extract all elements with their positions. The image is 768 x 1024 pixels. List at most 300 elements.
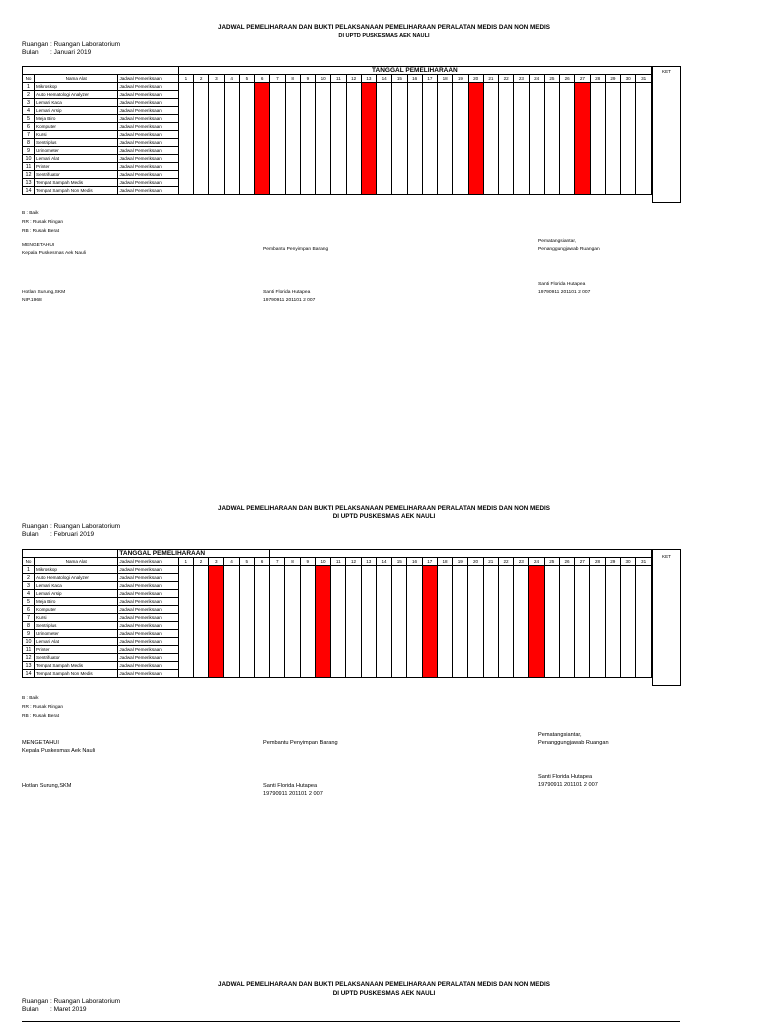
day-cell — [483, 91, 498, 99]
day-cell — [590, 99, 605, 107]
maintenance-day-cell — [209, 662, 224, 670]
day-cell — [270, 139, 285, 147]
day-cell — [392, 147, 407, 155]
day-header-29: 29 — [605, 558, 620, 566]
day-cell — [239, 83, 254, 91]
day-cell — [438, 163, 453, 171]
maintenance-day-cell — [255, 171, 270, 179]
day-cell — [194, 147, 209, 155]
day-cell — [514, 630, 529, 638]
day-cell — [529, 107, 544, 115]
document-subtitle: DI UPTD PUSKESMAS AEK NAULI — [332, 513, 436, 520]
day-cell — [438, 123, 453, 131]
day-cell — [331, 574, 346, 582]
day-cell — [605, 107, 620, 115]
day-cell — [270, 147, 285, 155]
header-row-columns — [23, 558, 652, 566]
day-cell — [239, 115, 254, 123]
day-cell — [331, 83, 346, 91]
day-cell — [544, 606, 559, 614]
day-cell — [514, 654, 529, 662]
maintenance-day-cell — [529, 646, 544, 654]
day-header-31: 31 — [636, 75, 652, 83]
day-cell — [453, 566, 468, 574]
day-cell — [285, 606, 300, 614]
day-cell — [392, 155, 407, 163]
day-cell — [346, 139, 361, 147]
day-cell — [254, 598, 269, 606]
day-cell — [392, 654, 407, 662]
day-cell — [483, 163, 498, 171]
day-cell — [498, 638, 513, 646]
day-cell — [636, 99, 652, 107]
day-cell — [560, 155, 575, 163]
day-cell — [559, 638, 574, 646]
item-jadwal: Jadwal Pemeriksaan — [118, 590, 178, 598]
day-cell — [483, 590, 498, 598]
penanggung-nip: 19790911 201101 2 007 — [538, 290, 591, 295]
day-cell — [560, 99, 575, 107]
day-cell — [529, 155, 544, 163]
day-cell — [468, 590, 483, 598]
day-cell — [498, 582, 513, 590]
day-cell — [560, 171, 575, 179]
day-cell — [453, 147, 468, 155]
day-cell — [437, 598, 452, 606]
item-no: 1 — [23, 83, 35, 91]
maintenance-day-cell — [361, 171, 376, 179]
day-cell — [377, 139, 392, 147]
day-cell — [575, 590, 590, 598]
day-cell — [559, 582, 574, 590]
day-cell — [331, 582, 346, 590]
day-cell — [529, 187, 544, 195]
day-cell — [407, 590, 422, 598]
day-header-24: 24 — [529, 75, 544, 83]
day-cell — [498, 614, 513, 622]
day-cell — [407, 155, 422, 163]
maintenance-day-cell — [575, 123, 590, 131]
legend-item-rusak-berat: RB : Rusak Berat — [22, 714, 60, 719]
penanggung-title: Penanggungjawab Ruangan — [538, 247, 600, 252]
maintenance-day-cell — [361, 155, 376, 163]
day-cell — [377, 147, 392, 155]
day-cell — [590, 574, 605, 582]
day-cell — [437, 638, 452, 646]
day-cell — [331, 598, 346, 606]
day-cell — [438, 131, 453, 139]
table-row — [23, 630, 652, 638]
day-cell — [437, 646, 452, 654]
day-cell — [483, 622, 498, 630]
place-label: Pematangsiantar, — [538, 239, 577, 244]
table-row — [23, 646, 652, 654]
maintenance-day-cell — [255, 123, 270, 131]
day-cell — [376, 622, 391, 630]
day-cell — [270, 574, 285, 582]
maintenance-day-cell — [209, 654, 224, 662]
day-cell — [636, 155, 652, 163]
day-cell — [620, 590, 635, 598]
day-cell — [376, 662, 391, 670]
day-cell — [559, 606, 574, 614]
day-cell — [392, 622, 407, 630]
day-cell — [285, 622, 300, 630]
day-cell — [316, 155, 331, 163]
day-cell — [376, 606, 391, 614]
day-cell — [636, 566, 652, 574]
day-cell — [300, 187, 315, 195]
table-row — [23, 131, 652, 139]
day-cell — [605, 155, 620, 163]
maintenance-day-cell — [422, 614, 437, 622]
day-cell — [499, 83, 514, 91]
day-cell — [376, 670, 391, 678]
day-cell — [483, 606, 498, 614]
day-cell — [300, 606, 315, 614]
day-cell — [316, 107, 331, 115]
day-cell — [316, 99, 331, 107]
day-header-15: 15 — [392, 75, 407, 83]
maintenance-day-cell — [575, 171, 590, 179]
item-jadwal: Jadwal Pemeriksaan — [118, 147, 178, 155]
day-cell — [178, 155, 193, 163]
item-name: Lemari Alat — [35, 638, 118, 646]
document-subtitle: DI UPTD PUSKESMAS AEK NAULI — [338, 33, 430, 39]
maintenance-day-cell — [315, 582, 330, 590]
day-cell — [270, 606, 285, 614]
maintenance-day-cell — [361, 91, 376, 99]
day-cell — [285, 115, 300, 123]
day-cell — [376, 574, 391, 582]
day-cell — [544, 155, 559, 163]
day-cell — [178, 598, 193, 606]
day-cell — [499, 171, 514, 179]
day-cell — [636, 646, 652, 654]
day-cell — [544, 654, 559, 662]
day-cell — [239, 670, 254, 678]
day-cell — [407, 598, 422, 606]
day-cell — [483, 155, 498, 163]
item-no: 8 — [23, 139, 35, 147]
pembantu-nip: 19790911 201101 2 007 — [263, 791, 323, 797]
day-cell — [453, 115, 468, 123]
day-cell — [178, 139, 193, 147]
day-cell — [560, 91, 575, 99]
maintenance-day-cell — [361, 123, 376, 131]
day-cell — [285, 107, 300, 115]
day-cell — [331, 670, 346, 678]
maintenance-day-cell — [361, 131, 376, 139]
day-cell — [224, 163, 239, 171]
item-name: Urinometer — [35, 630, 118, 638]
day-cell — [605, 179, 620, 187]
day-cell — [407, 638, 422, 646]
day-cell — [178, 91, 193, 99]
day-cell — [178, 115, 193, 123]
day-cell — [499, 147, 514, 155]
day-header-21: 21 — [483, 558, 498, 566]
day-cell — [620, 662, 635, 670]
day-cell — [346, 654, 361, 662]
day-cell — [590, 107, 605, 115]
day-cell — [178, 662, 193, 670]
day-cell — [605, 590, 620, 598]
day-cell — [346, 590, 361, 598]
day-header-8: 8 — [285, 75, 300, 83]
maintenance-day-cell — [422, 638, 437, 646]
table-row — [23, 622, 652, 630]
day-header-19: 19 — [453, 558, 468, 566]
day-header-2: 2 — [194, 75, 209, 83]
day-cell — [239, 179, 254, 187]
day-cell — [437, 662, 452, 670]
maintenance-day-cell — [422, 622, 437, 630]
day-header-1: 1 — [178, 558, 193, 566]
maintenance-day-cell — [315, 614, 330, 622]
maintenance-day-cell — [422, 590, 437, 598]
day-cell — [544, 662, 559, 670]
day-cell — [590, 590, 605, 598]
day-cell — [621, 83, 636, 91]
day-cell — [514, 179, 529, 187]
day-cell — [498, 670, 513, 678]
day-cell — [239, 171, 254, 179]
day-header-7: 7 — [270, 75, 285, 83]
day-cell — [346, 147, 361, 155]
day-cell — [605, 630, 620, 638]
day-cell — [376, 654, 391, 662]
day-cell — [224, 155, 239, 163]
maintenance-table — [22, 66, 652, 195]
day-cell — [331, 91, 346, 99]
day-cell — [422, 147, 437, 155]
maintenance-day-cell — [529, 630, 544, 638]
day-cell — [239, 163, 254, 171]
day-cell — [544, 630, 559, 638]
day-cell — [331, 590, 346, 598]
day-cell — [300, 155, 315, 163]
item-jadwal: Jadwal Pemeriksaan — [118, 179, 178, 187]
maintenance-day-cell — [575, 163, 590, 171]
item-jadwal: Jadwal Pemeriksaan — [118, 566, 178, 574]
month-value: : Januari 2019 — [50, 49, 92, 56]
day-cell — [285, 99, 300, 107]
item-name: Meja Biro — [35, 598, 118, 606]
day-cell — [316, 179, 331, 187]
day-cell — [239, 590, 254, 598]
day-cell — [422, 139, 437, 147]
maintenance-day-cell — [529, 662, 544, 670]
day-cell — [636, 574, 652, 582]
day-cell — [560, 131, 575, 139]
day-cell — [407, 614, 422, 622]
kepala-name: Hotlan Surung,SKM — [22, 290, 66, 295]
day-cell — [285, 654, 300, 662]
day-cell — [422, 99, 437, 107]
day-cell — [544, 147, 559, 155]
legend-item-rusak-ringan: RR : Rusak Ringan — [22, 705, 64, 710]
day-header-14: 14 — [377, 75, 392, 83]
day-cell — [453, 99, 468, 107]
day-cell — [209, 139, 224, 147]
penanggung-name-block — [538, 281, 590, 297]
pembantu-name: Santi Florida Hutapea — [263, 290, 311, 295]
table-row — [23, 614, 652, 622]
ket-header: KET — [662, 69, 671, 74]
day-cell — [178, 163, 193, 171]
day-cell — [254, 662, 269, 670]
day-cell — [346, 155, 361, 163]
day-cell — [620, 574, 635, 582]
day-header-18: 18 — [438, 75, 453, 83]
day-cell — [239, 147, 254, 155]
item-jadwal: Jadwal Pemeriksaan — [118, 163, 178, 171]
table-row — [23, 590, 652, 598]
day-header-18: 18 — [437, 558, 452, 566]
day-cell — [193, 566, 208, 574]
day-cell — [483, 83, 498, 91]
day-cell — [468, 654, 483, 662]
day-cell — [224, 606, 239, 614]
day-cell — [361, 630, 376, 638]
maintenance-day-cell — [529, 654, 544, 662]
kepala-name-block — [22, 289, 65, 305]
day-cell — [270, 91, 285, 99]
maintenance-day-cell — [422, 566, 437, 574]
document-title: JADWAL PEMELIHARAAN DAN BUKTI PELAKSANAAN PEMELIHARAAN PERALATAN MEDIS DAN NON MEDIS — [218, 505, 550, 512]
day-cell — [300, 131, 315, 139]
day-cell — [346, 99, 361, 107]
day-cell — [361, 614, 376, 622]
day-cell — [178, 590, 193, 598]
day-cell — [300, 123, 315, 131]
day-cell — [483, 99, 498, 107]
day-cell — [544, 139, 559, 147]
header-row-tanggal — [23, 67, 652, 75]
day-cell — [254, 638, 269, 646]
day-cell — [361, 638, 376, 646]
item-no: 10 — [23, 638, 35, 646]
day-cell — [544, 566, 559, 574]
day-cell — [285, 598, 300, 606]
day-cell — [316, 163, 331, 171]
day-cell — [407, 654, 422, 662]
day-cell — [224, 574, 239, 582]
day-cell — [346, 91, 361, 99]
day-cell — [498, 622, 513, 630]
day-cell — [560, 179, 575, 187]
day-cell — [285, 187, 300, 195]
day-cell — [514, 83, 529, 91]
day-cell — [285, 670, 300, 678]
day-cell — [224, 107, 239, 115]
day-cell — [636, 614, 652, 622]
day-cell — [621, 91, 636, 99]
item-jadwal: Jadwal Pemeriksaan — [118, 598, 178, 606]
maintenance-day-cell — [315, 630, 330, 638]
day-cell — [193, 590, 208, 598]
day-cell — [544, 83, 559, 91]
col-no: No — [23, 558, 35, 566]
day-header-10: 10 — [315, 558, 330, 566]
maintenance-day-cell — [468, 187, 483, 195]
day-cell — [346, 630, 361, 638]
day-header-22: 22 — [498, 558, 513, 566]
item-jadwal: Jadwal Pemeriksaan — [118, 155, 178, 163]
maintenance-day-cell — [575, 179, 590, 187]
day-cell — [178, 638, 193, 646]
pembantu-name: Santi Florida Hutapea — [263, 783, 318, 789]
day-cell — [194, 163, 209, 171]
mengetahui-label: MENGETAHUI — [22, 243, 55, 248]
day-cell — [514, 566, 529, 574]
day-cell — [498, 630, 513, 638]
day-cell — [224, 654, 239, 662]
day-cell — [483, 123, 498, 131]
day-cell — [331, 662, 346, 670]
item-jadwal: Jadwal Pemeriksaan — [118, 574, 178, 582]
day-cell — [498, 606, 513, 614]
item-jadwal: Jadwal Pemeriksaan — [118, 139, 178, 147]
day-cell — [468, 598, 483, 606]
day-cell — [620, 614, 635, 622]
day-cell — [361, 670, 376, 678]
day-cell — [453, 163, 468, 171]
day-cell — [621, 139, 636, 147]
day-cell — [254, 614, 269, 622]
day-cell — [377, 99, 392, 107]
day-header-30: 30 — [621, 75, 636, 83]
day-cell — [239, 131, 254, 139]
day-cell — [178, 171, 193, 179]
maintenance-day-cell — [315, 590, 330, 598]
day-cell — [178, 99, 193, 107]
day-cell — [483, 115, 498, 123]
day-cell — [392, 83, 407, 91]
item-no: 9 — [23, 147, 35, 155]
day-cell — [483, 614, 498, 622]
day-cell — [331, 187, 346, 195]
day-cell — [544, 123, 559, 131]
day-cell — [559, 622, 574, 630]
item-no: 5 — [23, 598, 35, 606]
day-cell — [376, 646, 391, 654]
day-cell — [346, 670, 361, 678]
day-cell — [300, 574, 315, 582]
day-cell — [193, 614, 208, 622]
day-cell — [285, 155, 300, 163]
day-cell — [193, 574, 208, 582]
item-jadwal: Jadwal Pemeriksaan — [118, 107, 178, 115]
maintenance-day-cell — [361, 179, 376, 187]
day-cell — [422, 91, 437, 99]
day-cell — [392, 662, 407, 670]
day-cell — [605, 582, 620, 590]
day-cell — [239, 622, 254, 630]
signature-kepala — [22, 242, 86, 258]
day-cell — [575, 566, 590, 574]
day-cell — [316, 115, 331, 123]
day-cell — [270, 566, 285, 574]
day-cell — [285, 179, 300, 187]
day-cell — [224, 99, 239, 107]
day-cell — [605, 163, 620, 171]
day-cell — [636, 590, 652, 598]
item-jadwal: Jadwal Pemeriksaan — [118, 83, 178, 91]
day-cell — [285, 147, 300, 155]
day-cell — [392, 646, 407, 654]
